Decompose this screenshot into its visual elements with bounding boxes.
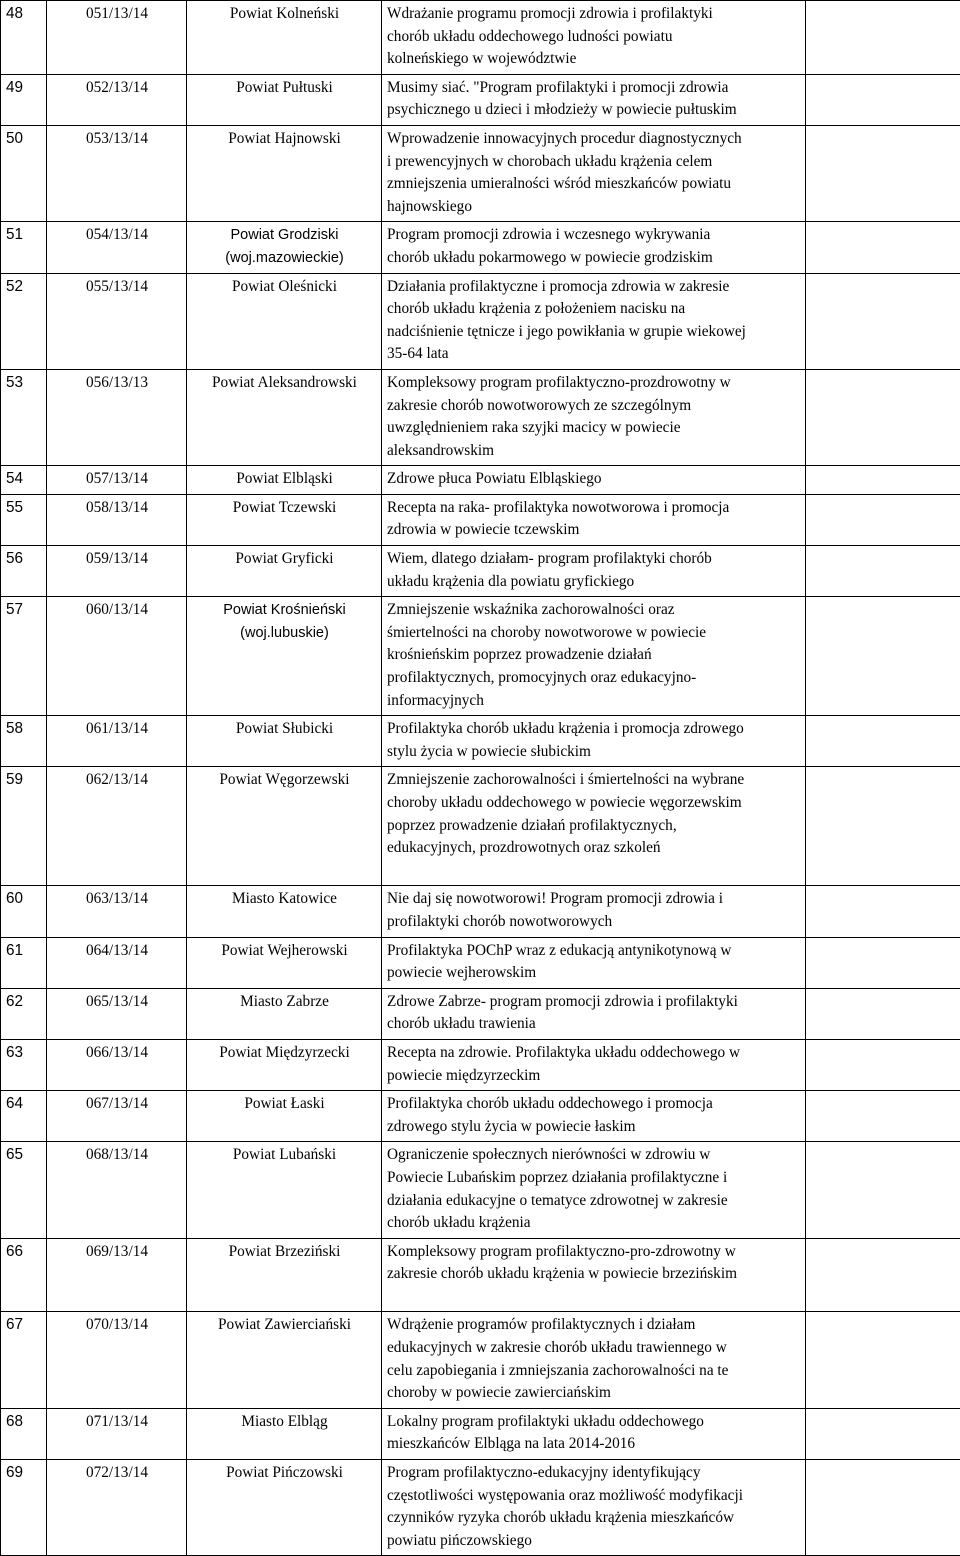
program-code: 052/13/14 bbox=[47, 74, 187, 125]
program-title-line: chorób układu pokarmowego w powiecie grodziskim bbox=[387, 247, 801, 270]
program-title-line: profilaktycznych, promocyjnych oraz edukacyjno- bbox=[387, 667, 801, 690]
program-title-line: Zdrowe płuca Powiatu Elbląskiego bbox=[387, 468, 801, 491]
local-authority-line: Powiat Łaski bbox=[192, 1093, 377, 1116]
program-title bbox=[382, 74, 806, 125]
local-authority bbox=[187, 937, 382, 988]
local-authority bbox=[187, 1238, 382, 1312]
program-code: 058/13/14 bbox=[47, 494, 187, 545]
local-authority bbox=[187, 1460, 382, 1556]
program-title bbox=[382, 1312, 806, 1408]
program-code: 067/13/14 bbox=[47, 1091, 187, 1142]
program-title-line: zakresie chorób nowotworowych ze szczególnym bbox=[387, 395, 801, 418]
table-row bbox=[1, 1460, 960, 1556]
program-title-line: działania edukacyjne o tematyce zdrowotnej w zakresie bbox=[387, 1190, 801, 1213]
empty-cell bbox=[806, 1460, 960, 1556]
program-code: 066/13/14 bbox=[47, 1039, 187, 1090]
local-authority bbox=[187, 1039, 382, 1090]
program-title-line: Wiem, dlatego działam- program profilaktyki chorób bbox=[387, 548, 801, 571]
table-row bbox=[1, 1238, 960, 1312]
local-authority-line: Powiat Słubicki bbox=[192, 718, 377, 741]
program-code: 057/13/14 bbox=[47, 466, 187, 495]
local-authority-line: Powiat Aleksandrowski bbox=[192, 372, 377, 395]
row-number: 62 bbox=[1, 988, 47, 1039]
program-title-line: chorób układu oddechowego ludności powiatu bbox=[387, 26, 801, 49]
table-row bbox=[1, 1039, 960, 1090]
local-authority-line: Miasto Katowice bbox=[192, 888, 377, 911]
empty-cell bbox=[806, 1039, 960, 1090]
program-title-line: Zdrowe Zabrze- program promocji zdrowia i profilaktyki bbox=[387, 991, 801, 1014]
program-title-line: uwzględnieniem raka szyjki macicy w powiecie bbox=[387, 417, 801, 440]
row-number: 56 bbox=[1, 546, 47, 597]
row-number: 51 bbox=[1, 222, 47, 273]
empty-cell bbox=[806, 1, 960, 75]
program-code: 072/13/14 bbox=[47, 1460, 187, 1556]
programs-table-body bbox=[1, 1, 960, 1556]
empty-cell bbox=[806, 125, 960, 221]
table-row bbox=[1, 886, 960, 937]
program-title bbox=[382, 597, 806, 716]
local-authority-line: Powiat Lubański bbox=[192, 1144, 377, 1167]
program-title-line: zakresie chorób układu krążenia w powiecie brzezińskim bbox=[387, 1263, 801, 1286]
local-authority-line: Powiat Pińczowski bbox=[192, 1462, 377, 1485]
program-title-line: Nie daj się nowotworowi! Program promocji zdrowia i bbox=[387, 888, 801, 911]
program-title bbox=[382, 716, 806, 767]
table-row bbox=[1, 597, 960, 716]
program-title-line: Zmniejszenie wskaźnika zachorowalności oraz bbox=[387, 599, 801, 622]
local-authority bbox=[187, 222, 382, 273]
program-title bbox=[382, 937, 806, 988]
local-authority bbox=[187, 767, 382, 886]
row-number: 50 bbox=[1, 125, 47, 221]
program-title-line: zdrowia w powiecie tczewskim bbox=[387, 519, 801, 542]
program-title-line bbox=[387, 860, 801, 883]
program-code: 062/13/14 bbox=[47, 767, 187, 886]
row-number: 68 bbox=[1, 1408, 47, 1459]
program-title-line: Program profilaktyczno-edukacyjny identyfikujący bbox=[387, 1462, 801, 1485]
program-title-line: chorób układu krążenia z położeniem nacisku na bbox=[387, 298, 801, 321]
table-row bbox=[1, 546, 960, 597]
empty-cell bbox=[806, 1408, 960, 1459]
row-number: 57 bbox=[1, 597, 47, 716]
program-title-line: Zmniejszenie zachorowalności i śmiertelności na wybrane bbox=[387, 769, 801, 792]
local-authority-line: Powiat Elbląski bbox=[192, 468, 377, 491]
row-number: 49 bbox=[1, 74, 47, 125]
local-authority-line: Powiat Pułtuski bbox=[192, 77, 377, 100]
program-title-line: Działania profilaktyczne i promocja zdrowia w zakresie bbox=[387, 276, 801, 299]
program-title-line: zmniejszenia umieralności wśród mieszkańców powiatu bbox=[387, 173, 801, 196]
program-title bbox=[382, 125, 806, 221]
local-authority-line: Powiat Grodziski bbox=[192, 224, 377, 247]
program-title-line: hajnowskiego bbox=[387, 196, 801, 219]
program-title-line: stylu życia w powiecie słubickim bbox=[387, 741, 801, 764]
empty-cell bbox=[806, 988, 960, 1039]
local-authority-line: Powiat Hajnowski bbox=[192, 128, 377, 151]
program-title-line: 35-64 lata bbox=[387, 343, 801, 366]
local-authority-line: Powiat Międzyrzecki bbox=[192, 1042, 377, 1065]
row-number: 67 bbox=[1, 1312, 47, 1408]
empty-cell bbox=[806, 1091, 960, 1142]
row-number: 54 bbox=[1, 466, 47, 495]
program-code: 054/13/14 bbox=[47, 222, 187, 273]
program-title-line: choroby w powiecie zawierciańskim bbox=[387, 1382, 801, 1405]
empty-cell bbox=[806, 1312, 960, 1408]
program-code: 071/13/14 bbox=[47, 1408, 187, 1459]
program-title-line bbox=[387, 1286, 801, 1309]
local-authority-line: Miasto Elbląg bbox=[192, 1411, 377, 1434]
program-title-line: kolneńskiego w województwie bbox=[387, 48, 801, 71]
program-title-line: Recepta na zdrowie. Profilaktyka układu oddechowego w bbox=[387, 1042, 801, 1065]
program-title bbox=[382, 494, 806, 545]
table-row bbox=[1, 1091, 960, 1142]
program-code: 060/13/14 bbox=[47, 597, 187, 716]
local-authority bbox=[187, 1, 382, 75]
row-number: 55 bbox=[1, 494, 47, 545]
empty-cell bbox=[806, 1238, 960, 1312]
program-title-line: profilaktyki chorób nowotworowych bbox=[387, 911, 801, 934]
local-authority-line: Powiat Oleśnicki bbox=[192, 276, 377, 299]
program-code: 069/13/14 bbox=[47, 1238, 187, 1312]
program-title-line: układu krążenia dla powiatu gryfickiego bbox=[387, 571, 801, 594]
program-title-line: częstotliwości występowania oraz możliwość modyfikacji bbox=[387, 1485, 801, 1508]
program-title-line: nadciśnienie tętnicze i jego powikłania w grupie wiekowej bbox=[387, 321, 801, 344]
local-authority-line: Powiat Węgorzewski bbox=[192, 769, 377, 792]
local-authority bbox=[187, 1408, 382, 1459]
program-title-line: Profilaktyka chorób układu oddechowego i promocja bbox=[387, 1093, 801, 1116]
local-authority-line: Powiat Brzeziński bbox=[192, 1241, 377, 1264]
program-title-line: Musimy siać. "Program profilaktyki i promocji zdrowia bbox=[387, 77, 801, 100]
program-title bbox=[382, 886, 806, 937]
program-title-line: informacyjnych bbox=[387, 690, 801, 713]
empty-cell bbox=[806, 494, 960, 545]
table-row bbox=[1, 74, 960, 125]
local-authority bbox=[187, 466, 382, 495]
program-title-line: mieszkańców Elbląga na lata 2014-2016 bbox=[387, 1433, 801, 1456]
program-title-line: Wdrażanie programu promocji zdrowia i profilaktyki bbox=[387, 3, 801, 26]
program-title bbox=[382, 1039, 806, 1090]
program-title-line: edukacyjnych, prozdrowotnych oraz szkoleń bbox=[387, 837, 801, 860]
program-code: 053/13/14 bbox=[47, 125, 187, 221]
table-row bbox=[1, 716, 960, 767]
program-code: 070/13/14 bbox=[47, 1312, 187, 1408]
empty-cell bbox=[806, 767, 960, 886]
local-authority bbox=[187, 1091, 382, 1142]
program-title bbox=[382, 466, 806, 495]
program-title bbox=[382, 1142, 806, 1238]
program-title-line: edukacyjnych w zakresie chorób układu trawiennego w bbox=[387, 1337, 801, 1360]
program-title-line: psychicznego u dzieci i młodzieży w powiecie pułtuskim bbox=[387, 99, 801, 122]
table-row bbox=[1, 1408, 960, 1459]
table-row bbox=[1, 1, 960, 75]
local-authority bbox=[187, 494, 382, 545]
program-title bbox=[382, 988, 806, 1039]
local-authority bbox=[187, 125, 382, 221]
program-title-line: Wdrążenie programów profilaktycznych i działam bbox=[387, 1314, 801, 1337]
program-title-line: Profilaktyka chorób układu krążenia i promocja zdrowego bbox=[387, 718, 801, 741]
empty-cell bbox=[806, 1142, 960, 1238]
program-code: 055/13/14 bbox=[47, 273, 187, 369]
program-code: 063/13/14 bbox=[47, 886, 187, 937]
program-title-line: zdrowego stylu życia w powiecie łaskim bbox=[387, 1116, 801, 1139]
table-row bbox=[1, 1312, 960, 1408]
table-row bbox=[1, 1142, 960, 1238]
local-authority-line: Powiat Kolneński bbox=[192, 3, 377, 26]
program-title-line: Wprowadzenie innowacyjnych procedur diagnostycznych bbox=[387, 128, 801, 151]
program-title-line: poprzez prowadzenie działań profilaktycznych, bbox=[387, 815, 801, 838]
local-authority bbox=[187, 716, 382, 767]
empty-cell bbox=[806, 546, 960, 597]
program-code: 068/13/14 bbox=[47, 1142, 187, 1238]
program-title-line: śmiertelności na choroby nowotworowe w powiecie bbox=[387, 622, 801, 645]
program-title bbox=[382, 222, 806, 273]
program-title bbox=[382, 1460, 806, 1556]
table-row bbox=[1, 494, 960, 545]
empty-cell bbox=[806, 369, 960, 465]
local-authority-line: Powiat Zawierciański bbox=[192, 1314, 377, 1337]
program-title-line: powiecie wejherowskim bbox=[387, 962, 801, 985]
program-code: 056/13/13 bbox=[47, 369, 187, 465]
program-title bbox=[382, 273, 806, 369]
row-number: 52 bbox=[1, 273, 47, 369]
program-title bbox=[382, 1, 806, 75]
program-code: 059/13/14 bbox=[47, 546, 187, 597]
program-title-line: choroby układu oddechowego w powiecie węgorzewskim bbox=[387, 792, 801, 815]
row-number: 58 bbox=[1, 716, 47, 767]
local-authority bbox=[187, 1312, 382, 1408]
row-number: 53 bbox=[1, 369, 47, 465]
row-number: 48 bbox=[1, 1, 47, 75]
program-code: 064/13/14 bbox=[47, 937, 187, 988]
empty-cell bbox=[806, 273, 960, 369]
empty-cell bbox=[806, 937, 960, 988]
empty-cell bbox=[806, 597, 960, 716]
program-title bbox=[382, 546, 806, 597]
row-number: 60 bbox=[1, 886, 47, 937]
local-authority bbox=[187, 1142, 382, 1238]
empty-cell bbox=[806, 222, 960, 273]
local-authority-line: Powiat Gryficki bbox=[192, 548, 377, 571]
program-title bbox=[382, 1238, 806, 1312]
program-title-line: aleksandrowskim bbox=[387, 440, 801, 463]
local-authority bbox=[187, 988, 382, 1039]
table-row bbox=[1, 937, 960, 988]
program-title-line: chorób układu trawienia bbox=[387, 1013, 801, 1036]
table-row bbox=[1, 369, 960, 465]
program-title-line: Recepta na raka- profilaktyka nowotworowa i promocja bbox=[387, 497, 801, 520]
local-authority bbox=[187, 546, 382, 597]
program-title-line: i prewencyjnych w chorobach układu krążenia celem bbox=[387, 151, 801, 174]
empty-cell bbox=[806, 886, 960, 937]
row-number: 69 bbox=[1, 1460, 47, 1556]
empty-cell bbox=[806, 74, 960, 125]
row-number: 65 bbox=[1, 1142, 47, 1238]
row-number: 66 bbox=[1, 1238, 47, 1312]
row-number: 61 bbox=[1, 937, 47, 988]
local-authority-line: (woj.lubuskie) bbox=[192, 622, 377, 645]
program-title-line: Kompleksowy program profilaktyczno-pro-zdrowotny w bbox=[387, 1241, 801, 1264]
program-title-line: Profilaktyka POChP wraz z edukacją antynikotynową w bbox=[387, 940, 801, 963]
local-authority bbox=[187, 273, 382, 369]
empty-cell bbox=[806, 466, 960, 495]
table-row bbox=[1, 273, 960, 369]
row-number: 64 bbox=[1, 1091, 47, 1142]
program-title-line: Kompleksowy program profilaktyczno-prozdrowotny w bbox=[387, 372, 801, 395]
local-authority-line: Powiat Krośnieński bbox=[192, 599, 377, 622]
row-number: 59 bbox=[1, 767, 47, 886]
program-title-line: powiatu pińczowskiego bbox=[387, 1530, 801, 1553]
table-row bbox=[1, 466, 960, 495]
local-authority-line: Powiat Wejherowski bbox=[192, 940, 377, 963]
table-row bbox=[1, 125, 960, 221]
program-title-line: czynników ryzyka chorób układu krążenia mieszkańców bbox=[387, 1507, 801, 1530]
program-code: 065/13/14 bbox=[47, 988, 187, 1039]
local-authority-line: Powiat Tczewski bbox=[192, 497, 377, 520]
local-authority bbox=[187, 369, 382, 465]
row-number: 63 bbox=[1, 1039, 47, 1090]
local-authority bbox=[187, 597, 382, 716]
program-title bbox=[382, 1091, 806, 1142]
program-title-line: chorób układu krążenia bbox=[387, 1212, 801, 1235]
local-authority bbox=[187, 886, 382, 937]
local-authority-line: (woj.mazowieckie) bbox=[192, 247, 377, 270]
table-row bbox=[1, 222, 960, 273]
local-authority bbox=[187, 74, 382, 125]
program-title-line: Ograniczenie społecznych nierówności w zdrowiu w bbox=[387, 1144, 801, 1167]
program-title bbox=[382, 767, 806, 886]
program-title bbox=[382, 1408, 806, 1459]
table-row bbox=[1, 988, 960, 1039]
program-title-line: krośnieńskim poprzez prowadzenie działań bbox=[387, 644, 801, 667]
local-authority-line: Miasto Zabrze bbox=[192, 991, 377, 1014]
program-code: 061/13/14 bbox=[47, 716, 187, 767]
program-title-line: Powiecie Lubańskim poprzez działania profilaktyczne i bbox=[387, 1167, 801, 1190]
program-title-line: celu zapobiegania i zmniejszania zachorowalności na te bbox=[387, 1360, 801, 1383]
program-title bbox=[382, 369, 806, 465]
empty-cell bbox=[806, 716, 960, 767]
program-title-line: Lokalny program profilaktyki układu oddechowego bbox=[387, 1411, 801, 1434]
program-title-line: powiecie międzyrzeckim bbox=[387, 1065, 801, 1088]
table-row bbox=[1, 767, 960, 886]
program-title-line: Program promocji zdrowia i wczesnego wykrywania bbox=[387, 224, 801, 247]
program-code: 051/13/14 bbox=[47, 1, 187, 75]
